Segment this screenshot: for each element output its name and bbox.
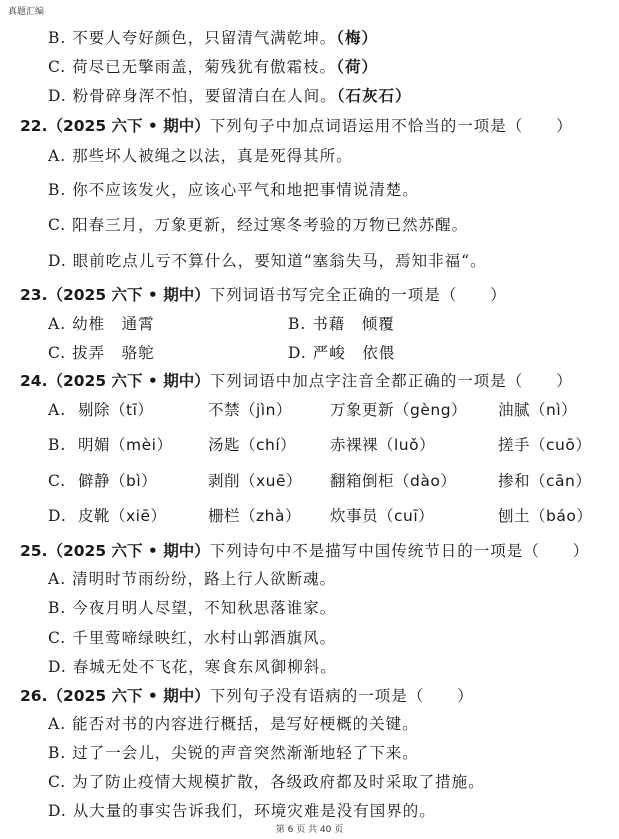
q25-option-d <box>48 656 337 678</box>
q26-option-b <box>48 742 419 764</box>
option-text: 为了防止疫情大规模扩散，各级政府都及时采取了措施。 <box>72 773 485 791</box>
option-letter: A. <box>48 715 67 733</box>
q24-d-3: 炊事员（cuī） <box>330 507 435 525</box>
option-text: 书藉 倾覆 <box>312 315 395 333</box>
option-text: 严峻 依偎 <box>312 344 396 362</box>
question-tag: （2025 六下 • 期中） <box>47 117 210 135</box>
q22-option-b <box>48 179 419 201</box>
option-letter: B. <box>288 315 307 333</box>
question-tag: （2025 六下 • 期中） <box>47 687 210 705</box>
option-text: 能否对书的内容进行概括，是写好梗概的关键。 <box>72 715 419 733</box>
q24-a-4: 油腻（nì） <box>498 401 578 419</box>
q24-a-3: 万象更新（gèng） <box>330 401 468 419</box>
q24-letter-d: D. <box>48 507 67 525</box>
question-26-stem <box>20 685 474 707</box>
option-letter: C. <box>48 344 67 362</box>
question-number: 25. <box>20 542 48 560</box>
option-text: 不要人夸好颜色，只留清气满乾坤。 <box>72 29 337 47</box>
option-text: 春城无处不飞花，寒食东风御柳斜。 <box>72 658 337 676</box>
q24-b-3: 赤裸裸（luǒ） <box>330 436 436 454</box>
question-25-stem <box>20 540 589 562</box>
option-text: 粉骨碎身浑不怕，要留清白在人间。 <box>72 87 337 105</box>
option-d <box>48 85 412 107</box>
question-number: 23. <box>20 286 48 304</box>
option-text: 荷尽已无擎雨盖，菊残犹有傲霜枝。 <box>72 58 337 76</box>
q25-option-c <box>48 627 336 649</box>
q23-option-a <box>48 313 155 335</box>
question-text: 下列词语书写完全正确的一项是（ ） <box>209 286 507 304</box>
option-letter: A. <box>48 570 67 588</box>
q24-letter-a: A. <box>48 401 67 419</box>
question-23-stem <box>20 284 507 306</box>
q23-option-b <box>288 313 395 335</box>
q24-b-1: 明媚（mèi） <box>78 436 173 454</box>
q23-option-d <box>288 342 395 364</box>
option-letter: A. <box>48 315 67 333</box>
option-letter: D. <box>48 658 67 676</box>
q25-option-a <box>48 568 336 590</box>
question-tag: （2025 六下 • 期中） <box>47 372 210 390</box>
question-24-stem <box>20 370 573 392</box>
option-letter: D. <box>288 344 307 362</box>
question-number: 24. <box>20 372 48 390</box>
q24-b-2: 汤匙（chí） <box>208 436 297 454</box>
option-text: 幼椎 通霄 <box>72 315 155 333</box>
option-letter: B. <box>48 29 67 47</box>
option-letter: C. <box>48 58 67 76</box>
q24-c-2: 剥削（xuē） <box>208 472 303 490</box>
option-text: 眼前吃点儿亏不算什么，要知道“塞翁失马，焉知非福“。 <box>72 252 487 270</box>
option-text: 今夜月明人尽望，不知秋思落谁家。 <box>72 599 337 617</box>
q24-c-4: 掺和（cān） <box>498 472 592 490</box>
question-number: 22. <box>20 117 48 135</box>
q22-option-d <box>48 250 487 272</box>
option-text: 阳春三月，万象更新，经过寒冬考验的万物已然苏醒。 <box>72 216 469 234</box>
option-text: 拔弄 骆鸵 <box>72 344 155 362</box>
option-text: 那些坏人被绳之以法，真是死得其所。 <box>72 147 353 165</box>
q22-option-c <box>48 214 468 236</box>
q23-option-c <box>48 342 155 364</box>
option-letter: B. <box>48 744 67 762</box>
q26-option-d <box>48 800 436 822</box>
option-answer: （荷） <box>336 57 378 76</box>
q24-letter-c: C. <box>48 472 67 490</box>
question-tag: （2025 六下 • 期中） <box>47 542 210 560</box>
q24-d-1: 皮靴（xiē） <box>78 507 167 525</box>
q26-option-a <box>48 713 419 735</box>
question-text: 下列诗句中不是描写中国传统节日的一项是（ ） <box>209 542 590 560</box>
q22-option-a <box>48 145 353 167</box>
option-letter: A. <box>48 147 67 165</box>
q25-option-b <box>48 597 336 619</box>
option-text: 过了一会儿，尖锐的声音突然渐渐地轻了下来。 <box>72 744 419 762</box>
option-letter: C. <box>48 773 67 791</box>
option-text: 千里莺啼绿映红，水村山郭酒旗风。 <box>72 629 337 647</box>
page-header: 真题汇编 <box>8 7 45 17</box>
q24-c-3: 翻箱倒柜（dào） <box>330 472 457 490</box>
option-letter: B. <box>48 599 67 617</box>
question-tag: （2025 六下 • 期中） <box>47 286 210 304</box>
option-answer: （梅） <box>336 28 379 47</box>
q24-b-4: 搓手（cuō） <box>498 436 592 454</box>
page-footer: 第 6 页 共 40 页 <box>275 825 344 835</box>
option-letter: D. <box>48 252 67 270</box>
option-letter: C. <box>48 216 67 234</box>
option-text: 清明时节雨纷纷，路上行人欲断魂。 <box>72 570 337 588</box>
q24-c-1: 僻静（bì） <box>78 472 158 490</box>
question-number: 26. <box>20 687 48 705</box>
option-text: 从大量的事实告诉我们，环境灾难是没有国界的。 <box>72 802 436 820</box>
q24-a-1: 剔除（tī） <box>78 401 154 419</box>
q24-d-4: 刨土（báo） <box>498 507 593 525</box>
option-letter: C. <box>48 629 67 647</box>
q24-a-2: 不禁（jìn） <box>208 401 292 419</box>
option-letter: D. <box>48 87 67 105</box>
option-text: 你不应该发火，应该心平气和地把事情说清楚。 <box>72 181 419 199</box>
q24-d-2: 栅栏（zhà） <box>208 507 301 525</box>
q26-option-c <box>48 771 485 793</box>
question-text: 下列句子没有语病的一项是（ ） <box>209 687 474 705</box>
q24-letter-b: B. <box>48 436 67 454</box>
option-letter: D. <box>48 802 67 820</box>
option-letter: B. <box>48 181 67 199</box>
question-text: 下列句子中加点词语运用不恰当的一项是（ ） <box>209 117 573 135</box>
question-22-stem <box>20 115 573 137</box>
option-answer: （石灰石） <box>336 86 412 105</box>
question-text: 下列词语中加点字注音全都正确的一项是（ ） <box>209 372 573 390</box>
option-b <box>48 27 378 49</box>
option-c <box>48 56 378 78</box>
